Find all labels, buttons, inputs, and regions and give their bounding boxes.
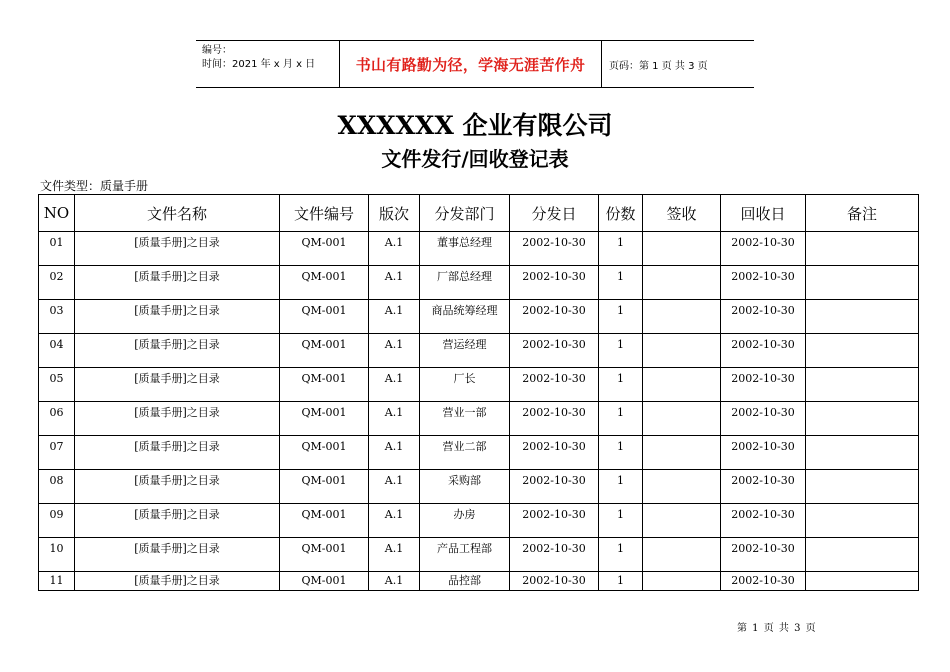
table-row bbox=[39, 368, 919, 402]
form-title: 文件发行/回收登记表 bbox=[381, 147, 569, 171]
cell-return-date: 2002-10-30 bbox=[721, 232, 806, 266]
header-signature: 签收 bbox=[643, 195, 721, 232]
cell-file-code: QM-001 bbox=[280, 300, 369, 334]
cell-remarks bbox=[806, 572, 919, 591]
cell-department: 商品统筹经理 bbox=[420, 300, 510, 334]
cell-remarks bbox=[806, 470, 919, 504]
cell-no: 03 bbox=[39, 300, 75, 334]
cell-remarks bbox=[806, 232, 919, 266]
header-meta bbox=[196, 41, 339, 87]
cell-issue-date: 2002-10-30 bbox=[510, 572, 599, 591]
header-file-name: 文件名称 bbox=[75, 195, 280, 232]
cell-file-name: [质量手册]之目录 bbox=[75, 504, 280, 538]
cell-signature bbox=[643, 266, 721, 300]
table-row bbox=[39, 402, 919, 436]
cell-file-name: [质量手册]之目录 bbox=[75, 300, 280, 334]
table-row bbox=[39, 504, 919, 538]
cell-copies: 1 bbox=[599, 368, 643, 402]
cell-department: 厂长 bbox=[420, 368, 510, 402]
cell-department: 采购部 bbox=[420, 470, 510, 504]
table-row bbox=[39, 334, 919, 368]
header-no: NO bbox=[39, 195, 75, 232]
cell-version: A.1 bbox=[369, 436, 420, 470]
cell-version: A.1 bbox=[369, 266, 420, 300]
cell-return-date: 2002-10-30 bbox=[721, 266, 806, 300]
cell-file-code: QM-001 bbox=[280, 334, 369, 368]
cell-file-name: [质量手册]之目录 bbox=[75, 436, 280, 470]
cell-department: 营运经理 bbox=[420, 334, 510, 368]
cell-file-name: [质量手册]之目录 bbox=[75, 402, 280, 436]
cell-version: A.1 bbox=[369, 232, 420, 266]
cell-file-code: QM-001 bbox=[280, 572, 369, 591]
cell-copies: 1 bbox=[599, 572, 643, 591]
cell-department: 产品工程部 bbox=[420, 538, 510, 572]
cell-issue-date: 2002-10-30 bbox=[510, 470, 599, 504]
cell-signature bbox=[643, 334, 721, 368]
cell-file-name: [质量手册]之目录 bbox=[75, 572, 280, 591]
cell-return-date: 2002-10-30 bbox=[721, 572, 806, 591]
document-number-label: 编号： bbox=[202, 45, 232, 56]
cell-file-code: QM-001 bbox=[280, 538, 369, 572]
cell-remarks bbox=[806, 300, 919, 334]
header-department: 分发部门 bbox=[420, 195, 510, 232]
cell-file-name: [质量手册]之目录 bbox=[75, 232, 280, 266]
cell-file-name: [质量手册]之目录 bbox=[75, 538, 280, 572]
cell-file-code: QM-001 bbox=[280, 436, 369, 470]
cell-no: 06 bbox=[39, 402, 75, 436]
cell-version: A.1 bbox=[369, 334, 420, 368]
table-row bbox=[39, 572, 919, 591]
document-type-label: 文件类型：质量手册 bbox=[40, 179, 149, 193]
cell-signature bbox=[643, 368, 721, 402]
header-copies: 份数 bbox=[599, 195, 643, 232]
cell-return-date: 2002-10-30 bbox=[721, 368, 806, 402]
cell-file-code: QM-001 bbox=[280, 232, 369, 266]
cell-version: A.1 bbox=[369, 572, 420, 591]
table-row bbox=[39, 232, 919, 266]
cell-signature bbox=[643, 470, 721, 504]
cell-no: 08 bbox=[39, 470, 75, 504]
header-file-code: 文件编号 bbox=[280, 195, 369, 232]
cell-signature bbox=[643, 538, 721, 572]
cell-copies: 1 bbox=[599, 504, 643, 538]
cell-remarks bbox=[806, 368, 919, 402]
cell-copies: 1 bbox=[599, 334, 643, 368]
cell-signature bbox=[643, 300, 721, 334]
distribution-register-table bbox=[38, 194, 919, 591]
cell-department: 董事总经理 bbox=[420, 232, 510, 266]
header-version: 版次 bbox=[369, 195, 420, 232]
cell-remarks bbox=[806, 538, 919, 572]
cell-return-date: 2002-10-30 bbox=[721, 436, 806, 470]
cell-remarks bbox=[806, 402, 919, 436]
table-row bbox=[39, 266, 919, 300]
cell-issue-date: 2002-10-30 bbox=[510, 232, 599, 266]
cell-signature bbox=[643, 402, 721, 436]
cell-file-code: QM-001 bbox=[280, 470, 369, 504]
header-issue-date: 分发日 bbox=[510, 195, 599, 232]
cell-file-name: [质量手册]之目录 bbox=[75, 470, 280, 504]
cell-issue-date: 2002-10-30 bbox=[510, 266, 599, 300]
cell-version: A.1 bbox=[369, 504, 420, 538]
header-motto: 书山有路勤为径，学海无涯苦作舟 bbox=[339, 41, 602, 87]
cell-version: A.1 bbox=[369, 300, 420, 334]
cell-version: A.1 bbox=[369, 470, 420, 504]
cell-file-code: QM-001 bbox=[280, 368, 369, 402]
cell-copies: 1 bbox=[599, 300, 643, 334]
cell-issue-date: 2002-10-30 bbox=[510, 368, 599, 402]
cell-issue-date: 2002-10-30 bbox=[510, 402, 599, 436]
cell-file-code: QM-001 bbox=[280, 402, 369, 436]
cell-copies: 1 bbox=[599, 232, 643, 266]
cell-issue-date: 2002-10-30 bbox=[510, 300, 599, 334]
cell-signature bbox=[643, 232, 721, 266]
cell-signature bbox=[643, 572, 721, 591]
header-page-code: 页码：第 1 页 共 3 页 bbox=[609, 60, 708, 72]
page-header bbox=[196, 40, 754, 88]
cell-return-date: 2002-10-30 bbox=[721, 538, 806, 572]
cell-issue-date: 2002-10-30 bbox=[510, 436, 599, 470]
company-title: XXXXXX 企业有限公司 bbox=[337, 111, 613, 140]
cell-no: 01 bbox=[39, 232, 75, 266]
cell-department: 品控部 bbox=[420, 572, 510, 591]
table-row bbox=[39, 538, 919, 572]
cell-file-name: [质量手册]之目录 bbox=[75, 266, 280, 300]
cell-remarks bbox=[806, 504, 919, 538]
cell-copies: 1 bbox=[599, 538, 643, 572]
cell-version: A.1 bbox=[369, 538, 420, 572]
cell-file-name: [质量手册]之目录 bbox=[75, 334, 280, 368]
table-header-row bbox=[39, 195, 919, 232]
cell-copies: 1 bbox=[599, 266, 643, 300]
cell-signature bbox=[643, 504, 721, 538]
header-return-date: 回收日 bbox=[721, 195, 806, 232]
table-row bbox=[39, 470, 919, 504]
cell-return-date: 2002-10-30 bbox=[721, 402, 806, 436]
cell-file-code: QM-001 bbox=[280, 504, 369, 538]
cell-remarks bbox=[806, 436, 919, 470]
cell-no: 11 bbox=[39, 572, 75, 591]
cell-no: 05 bbox=[39, 368, 75, 402]
cell-department: 办房 bbox=[420, 504, 510, 538]
cell-return-date: 2002-10-30 bbox=[721, 300, 806, 334]
page-footer: 第 1 页 共 3 页 bbox=[737, 623, 817, 634]
table-row bbox=[39, 436, 919, 470]
cell-file-code: QM-001 bbox=[280, 266, 369, 300]
cell-department: 营业二部 bbox=[420, 436, 510, 470]
cell-copies: 1 bbox=[599, 470, 643, 504]
header-remarks: 备注 bbox=[806, 195, 919, 232]
table-row bbox=[39, 300, 919, 334]
cell-department: 厂部总经理 bbox=[420, 266, 510, 300]
cell-department: 营业一部 bbox=[420, 402, 510, 436]
cell-no: 09 bbox=[39, 504, 75, 538]
cell-version: A.1 bbox=[369, 402, 420, 436]
cell-return-date: 2002-10-30 bbox=[721, 334, 806, 368]
cell-version: A.1 bbox=[369, 368, 420, 402]
cell-issue-date: 2002-10-30 bbox=[510, 334, 599, 368]
cell-remarks bbox=[806, 334, 919, 368]
cell-copies: 1 bbox=[599, 402, 643, 436]
cell-signature bbox=[643, 436, 721, 470]
cell-issue-date: 2002-10-30 bbox=[510, 504, 599, 538]
cell-issue-date: 2002-10-30 bbox=[510, 538, 599, 572]
cell-return-date: 2002-10-30 bbox=[721, 504, 806, 538]
cell-copies: 1 bbox=[599, 436, 643, 470]
cell-no: 04 bbox=[39, 334, 75, 368]
cell-remarks bbox=[806, 266, 919, 300]
cell-return-date: 2002-10-30 bbox=[721, 470, 806, 504]
cell-no: 10 bbox=[39, 538, 75, 572]
cell-no: 07 bbox=[39, 436, 75, 470]
cell-file-name: [质量手册]之目录 bbox=[75, 368, 280, 402]
cell-no: 02 bbox=[39, 266, 75, 300]
document-time-label: 时间：2021 年 x 月 x 日 bbox=[202, 59, 316, 70]
